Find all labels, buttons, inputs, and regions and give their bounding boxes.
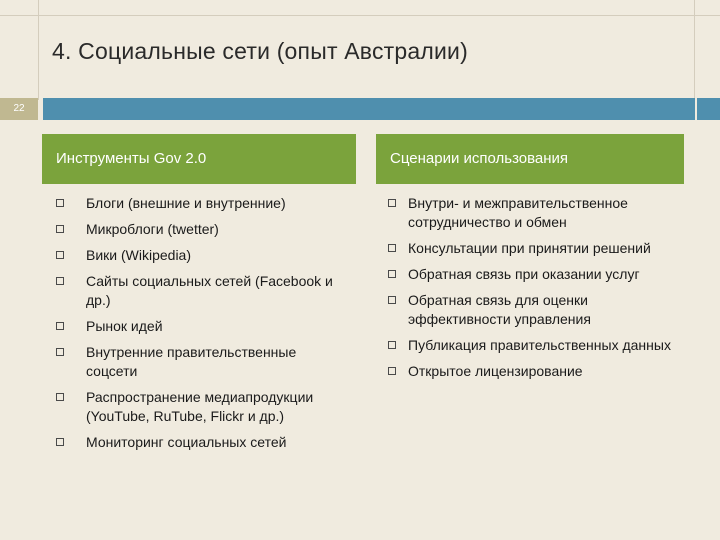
list-item xyxy=(56,272,346,310)
square-bullet-icon xyxy=(56,393,64,401)
square-bullet-icon xyxy=(388,296,396,304)
left-column-header: Инструменты Gov 2.0 xyxy=(42,134,356,184)
list-item xyxy=(56,433,346,452)
square-bullet-icon xyxy=(56,438,64,446)
square-bullet-icon xyxy=(388,341,396,349)
list-item-text: Консультации при принятии решений xyxy=(408,240,651,256)
square-bullet-icon xyxy=(56,251,64,259)
list-item xyxy=(56,246,346,265)
list-item-text: Обратная связь для оценки эффективности управления xyxy=(408,292,591,327)
square-bullet-icon xyxy=(56,225,64,233)
list-item-text: Блоги (внешние и внутренние) xyxy=(86,195,286,211)
square-bullet-icon xyxy=(388,199,396,207)
list-item xyxy=(388,194,688,232)
list-item-text: Обратная связь при оказании услуг xyxy=(408,266,640,282)
list-item xyxy=(56,317,346,336)
square-bullet-icon xyxy=(388,244,396,252)
list-item-text: Рынок идей xyxy=(86,318,163,334)
square-bullet-icon xyxy=(56,199,64,207)
square-bullet-icon xyxy=(388,270,396,278)
list-item-text: Внутри- и межправительственное сотрудничество и обмен xyxy=(408,195,628,230)
slide-number: 22 xyxy=(0,98,38,120)
list-item xyxy=(388,239,688,258)
list-item xyxy=(388,336,688,355)
list-item-text: Открытое лицензирование xyxy=(408,363,583,379)
list-item xyxy=(56,343,346,381)
square-bullet-icon xyxy=(56,277,64,285)
frame-line-top xyxy=(0,15,720,16)
list-item-text: Публикация правительственных данных xyxy=(408,337,671,353)
slide-title: 4. Социальные сети (опыт Австралии) xyxy=(52,38,468,64)
square-bullet-icon xyxy=(56,348,64,356)
list-item-text: Вики (Wikipedia) xyxy=(86,247,192,263)
accent-bar-end xyxy=(697,98,720,120)
list-item xyxy=(56,194,346,213)
frame-line-right xyxy=(694,0,695,100)
list-item xyxy=(388,291,688,329)
list-item-text: Распространение медиапродукции (YouTube, RuTube, Flickr и др.) xyxy=(86,389,314,424)
square-bullet-icon xyxy=(56,322,64,330)
list-item-text: Микроблоги (twetter) xyxy=(86,221,219,237)
frame-line-left xyxy=(38,0,39,100)
list-item-text: Сайты социальных сетей (Facebook и др.) xyxy=(86,273,333,308)
list-item-text: Мониторинг социальных сетей xyxy=(86,434,287,450)
list-item xyxy=(388,265,688,284)
list-item xyxy=(56,388,346,426)
square-bullet-icon xyxy=(388,367,396,375)
list-item xyxy=(56,220,346,239)
right-column-header: Сценарии использования xyxy=(376,134,684,184)
list-item-text: Внутренние правительственные соцсети xyxy=(86,344,297,379)
tools-list xyxy=(56,194,346,459)
list-item xyxy=(388,362,688,381)
scenarios-list xyxy=(388,194,688,388)
accent-bar xyxy=(43,98,695,120)
